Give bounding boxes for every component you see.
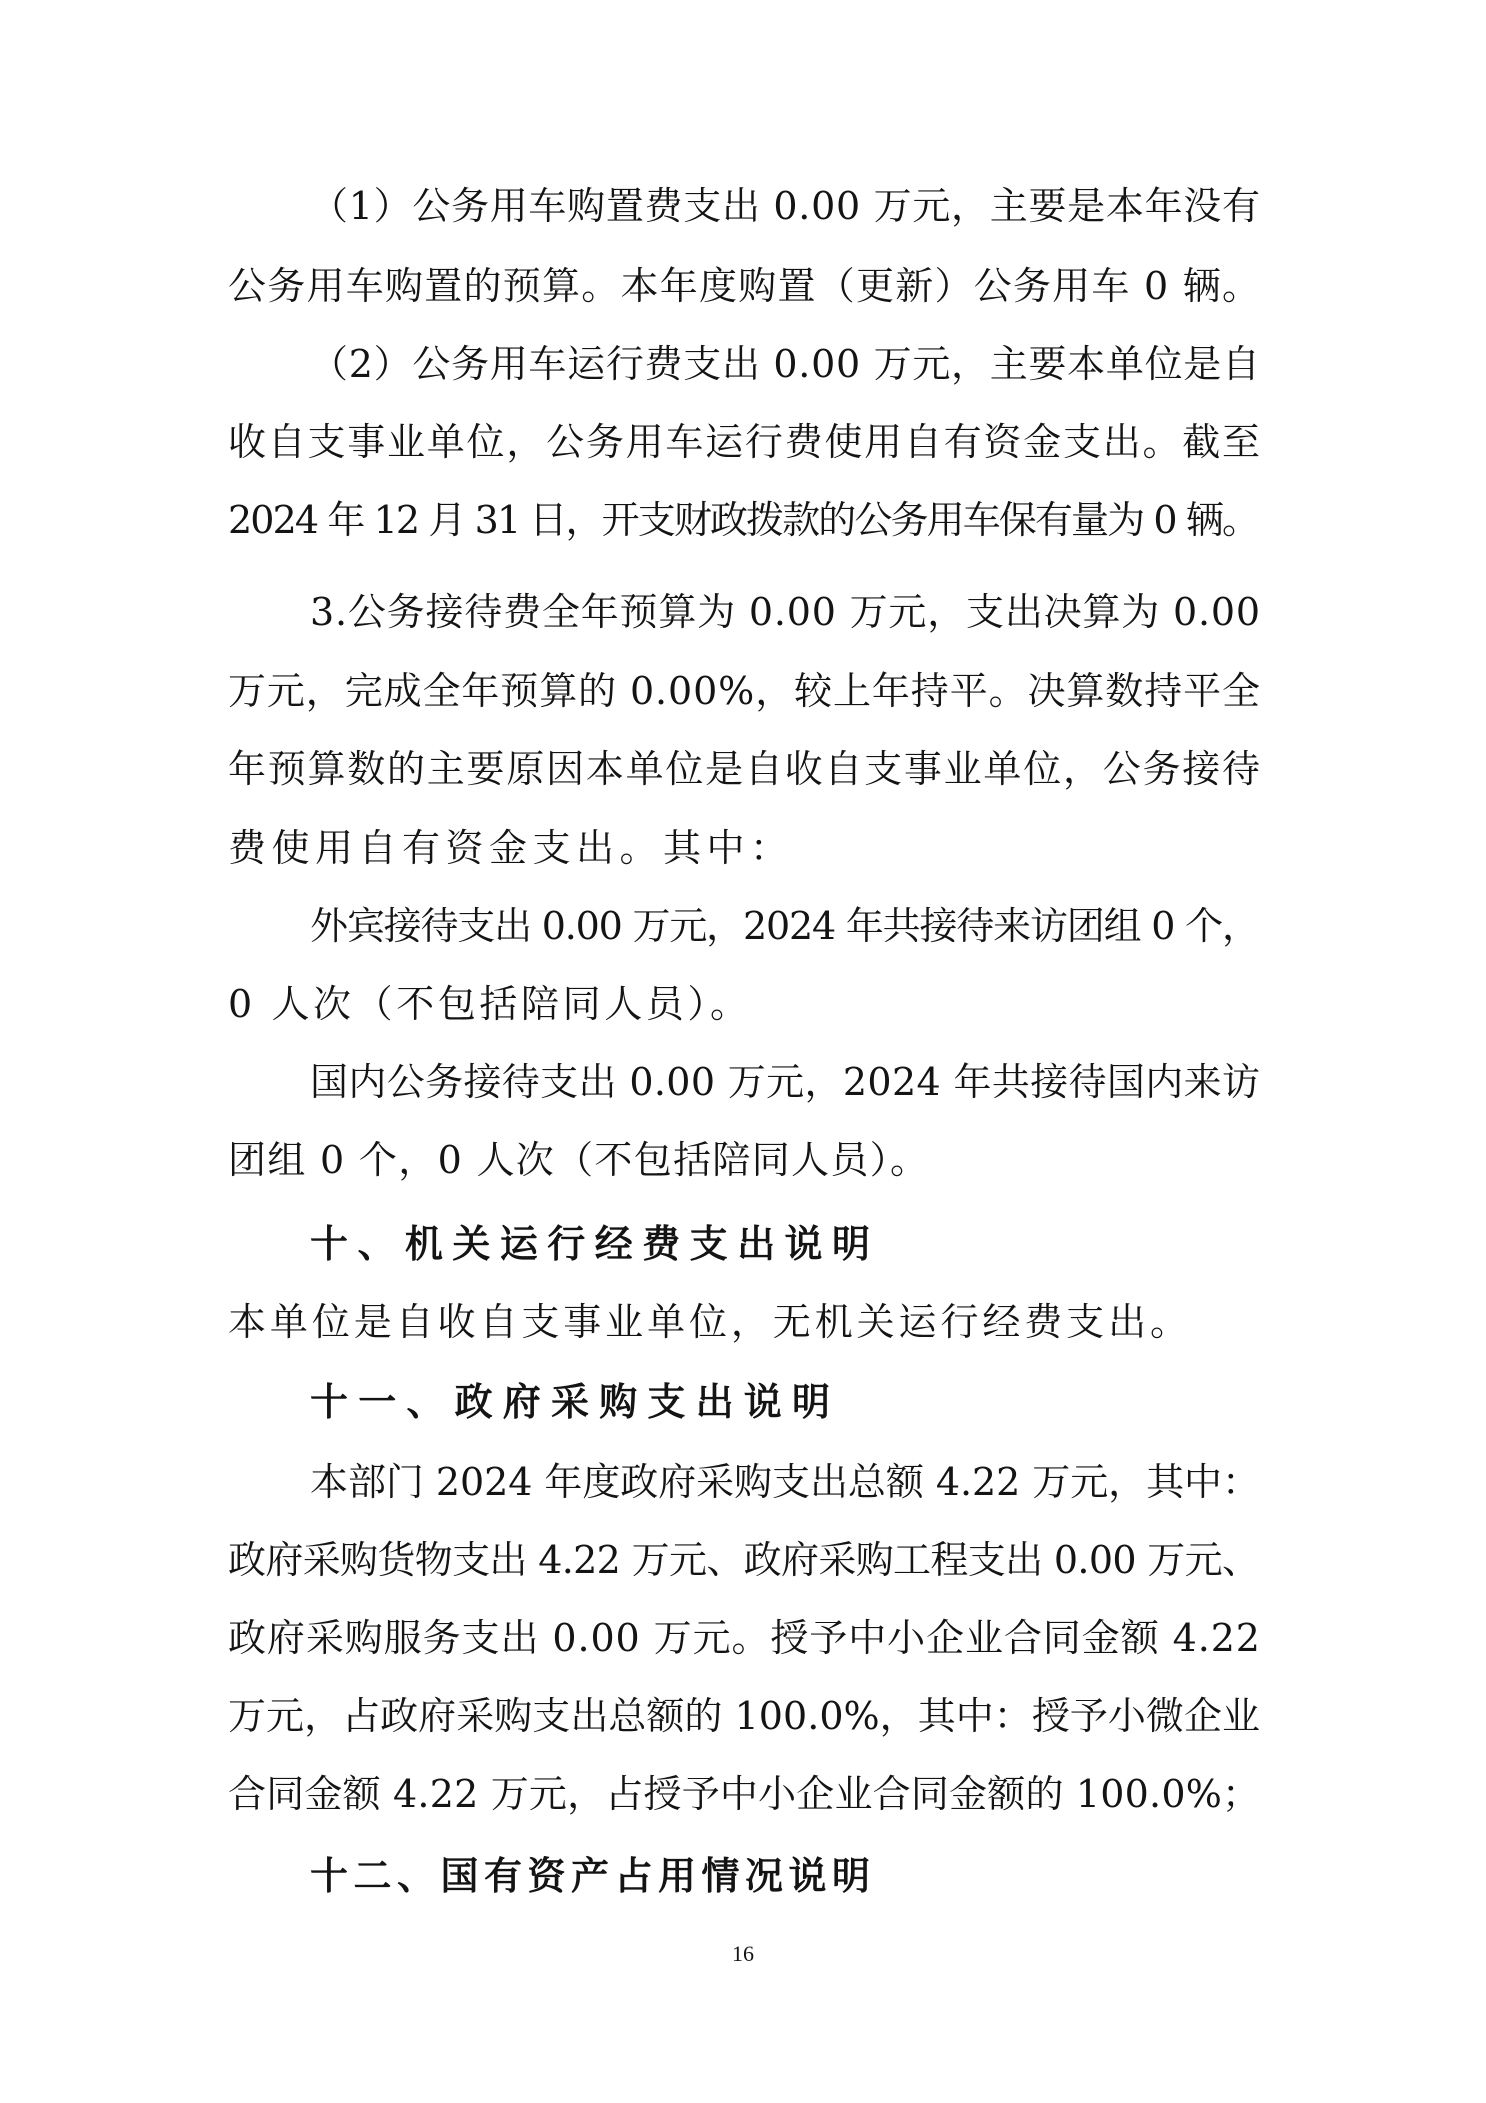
section-heading-11: 十一、政府采购支出说明	[310, 1380, 841, 1424]
paragraph-line: 万元，占政府采购支出总额的 100.0%，其中：授予小微企业	[228, 1694, 1261, 1738]
paragraph-line: 2024 年 12 月 31 日，开支财政拨款的公务用车保有量为 0 辆。	[228, 498, 1259, 542]
paragraph-line: 收自支事业单位，公务用车运行费使用自有资金支出。截至	[228, 420, 1262, 464]
section-heading-10: 十、机关运行经费支出说明	[310, 1222, 880, 1266]
paragraph-line: 政府采购服务支出 0.00 万元。授予中小企业合同金额 4.22	[228, 1616, 1261, 1660]
paragraph-line: 公务用车购置的预算。本年度购置（更新）公务用车 0 辆。	[228, 264, 1262, 308]
paragraph-line: 合同金额 4.22 万元，占授予中小企业合同金额的 100.0%；	[228, 1772, 1261, 1816]
paragraph-line: 3.公务接待费全年预算为 0.00 万元，支出决算为 0.00	[310, 590, 1261, 634]
paragraph-line: （2）公务用车运行费支出 0.00 万元，主要本单位是自	[310, 342, 1261, 386]
paragraph-line: 团组 0 个，0 人次（不包括陪同人员）。	[228, 1138, 930, 1182]
paragraph-line: 外宾接待支出 0.00 万元，2024 年共接待来访团组 0 个，	[310, 904, 1259, 948]
paragraph-line: 0 人次（不包括陪同人员）。	[228, 982, 752, 1026]
paragraph-line: 本单位是自收自支事业单位，无机关运行经费支出。	[228, 1300, 1192, 1344]
page-number: 16	[732, 1941, 754, 1966]
paragraph-line: （1）公务用车购置费支出 0.00 万元，主要是本年没有	[310, 184, 1261, 228]
paragraph-line: 国内公务接待支出 0.00 万元，2024 年共接待国内来访	[310, 1060, 1261, 1104]
paragraph-line: 费使用自有资金支出。其中：	[228, 826, 794, 870]
section-heading-12: 十二、国有资产占用情况说明	[310, 1854, 876, 1898]
paragraph-line: 年预算数的主要原因本单位是自收自支事业单位，公务接待	[228, 747, 1262, 791]
paragraph-line: 政府采购货物支出 4.22 万元、政府采购工程支出 0.00 万元、	[228, 1538, 1260, 1582]
paragraph-line: 万元，完成全年预算的 0.00%，较上年持平。决算数持平全	[228, 669, 1261, 713]
paragraph-line: 本部门 2024 年度政府采购支出总额 4.22 万元，其中：	[310, 1460, 1260, 1504]
